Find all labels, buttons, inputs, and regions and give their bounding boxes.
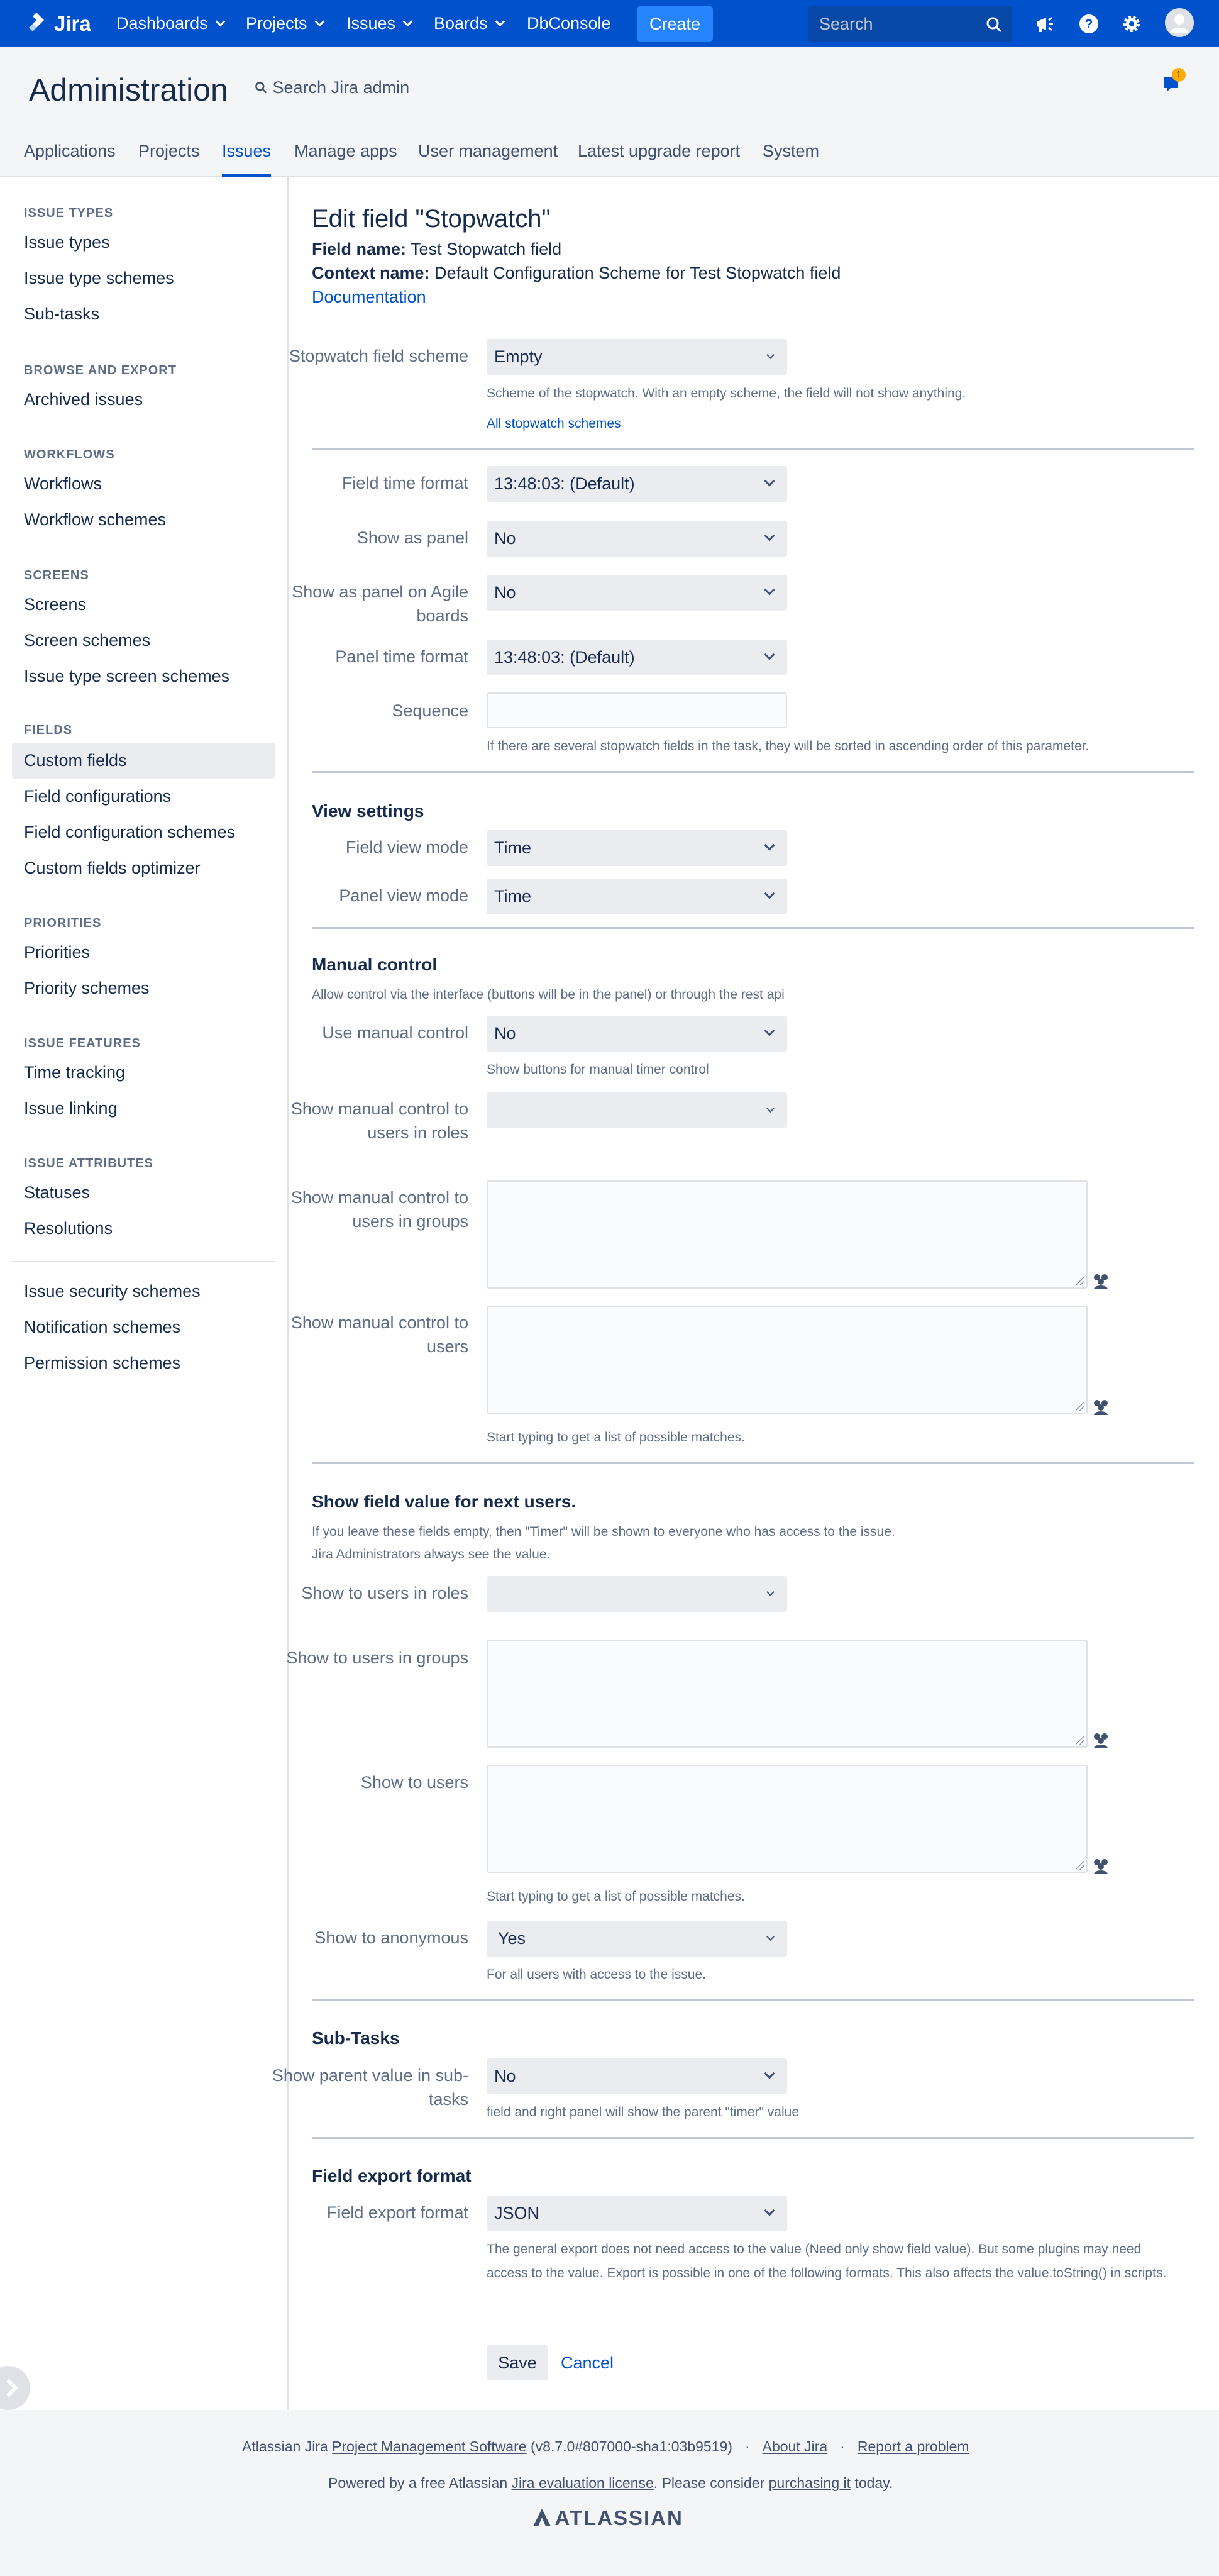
- sidebar-item-archived-issues[interactable]: Archived issues: [24, 390, 143, 409]
- admin-search-link[interactable]: Search Jira admin: [254, 78, 409, 97]
- sidebar-item-issue-linking[interactable]: Issue linking: [24, 1099, 118, 1118]
- stopwatch-scheme-hint: Scheme of the stopwatch. With an empty scheme, the field will not show anything.: [487, 386, 966, 401]
- section-divider: [312, 1462, 1194, 1464]
- nav-issues[interactable]: Issues: [346, 0, 411, 47]
- show-as-panel-select[interactable]: No: [487, 521, 787, 557]
- sidebar-item-workflow-schemes[interactable]: Workflow schemes: [24, 510, 167, 529]
- groups-textarea[interactable]: [487, 1640, 1088, 1748]
- sequence-hint: If there are several stopwatch fields in the task, they will be sorted in ascending order of this parameter.: [487, 739, 1089, 753]
- sidebar-item-statuses[interactable]: Statuses: [24, 1183, 91, 1202]
- chevron-down-icon: [764, 476, 775, 487]
- megaphone-icon[interactable]: [1032, 11, 1057, 36]
- section-divider: [312, 927, 1194, 929]
- parent-value-select[interactable]: No: [487, 2058, 787, 2094]
- purchasing-link[interactable]: purchasing it: [768, 2475, 851, 2491]
- roles-label: Show to users in roles: [301, 1584, 468, 1602]
- users-hint: Start typing to get a list of possible matches.: [487, 1889, 745, 1904]
- feedback-icon[interactable]: [1162, 69, 1184, 94]
- notification-badge: 1: [1172, 68, 1186, 82]
- footer-version-line: Atlassian Jira Project Management Software (v8.7.0#807000-sha1:03b9519) · About Jira · Report a problem: [242, 2438, 969, 2455]
- parent-value-hint: field and right panel will show the parent "timer" value: [487, 2105, 800, 2119]
- app-switcher-icon[interactable]: [24, 11, 49, 36]
- sidebar-item-custom-fields[interactable]: Custom fields: [24, 751, 127, 770]
- show-as-panel-label: Show as panel: [356, 528, 468, 547]
- sequence-input[interactable]: [487, 692, 787, 728]
- project-management-software-link[interactable]: Project Management Software: [332, 2438, 527, 2455]
- field-view-mode-label: Field view mode: [345, 838, 468, 857]
- sidebar-heading-priorities: PRIORITIES: [24, 916, 102, 930]
- group-picker-icon[interactable]: [1091, 1731, 1110, 1750]
- tab-latest-upgrade-report[interactable]: Latest upgrade report: [578, 142, 741, 160]
- sidebar-item-field-configurations[interactable]: Field configurations: [24, 787, 172, 806]
- section-divider: [312, 1999, 1194, 2001]
- manual-control-description: Allow control via the interface (buttons will be in the panel) or through the rest api: [312, 987, 785, 1002]
- sidebar-item-notification-schemes[interactable]: Notification schemes: [24, 1318, 181, 1336]
- sidebar-item-issue-type-schemes[interactable]: Issue type schemes: [24, 269, 174, 287]
- gear-icon[interactable]: [1119, 11, 1144, 36]
- sidebar-item-permission-schemes[interactable]: Permission schemes: [24, 1353, 181, 1372]
- atlassian-logo: ATLASSIAN: [532, 2506, 683, 2531]
- chevron-down-icon: [766, 1104, 775, 1113]
- edit-field-title: Edit field "Stopwatch": [312, 205, 551, 233]
- sidebar-item-field-configuration-schemes[interactable]: Field configuration schemes: [24, 823, 236, 841]
- nav-dbconsole[interactable]: DbConsole: [527, 14, 611, 33]
- user-picker-icon[interactable]: [1091, 1857, 1110, 1875]
- manual-users-hint: Start typing to get a list of possible matches.: [487, 1430, 745, 1445]
- export-format-label: Field export format: [326, 2203, 468, 2222]
- chevron-down-icon: [764, 840, 775, 851]
- panel-view-mode-select[interactable]: Time: [487, 879, 787, 914]
- footer-license-line: Powered by a free Atlassian Jira evaluation license. Please consider purchasing it today.: [328, 2475, 893, 2491]
- tab-projects[interactable]: Projects: [138, 142, 200, 160]
- chevron-down-icon: [766, 1588, 775, 1596]
- tab-issues[interactable]: Issues: [222, 142, 271, 177]
- export-format-hint: The general export does not need access to the value (Need only show field value). But some plugins may need: [487, 2242, 1142, 2257]
- sidebar-heading-workflows: WORKFLOWS: [24, 448, 115, 462]
- manual-groups-textarea[interactable]: [487, 1180, 1088, 1289]
- sequence-label: Sequence: [392, 701, 468, 720]
- tab-applications[interactable]: Applications: [24, 142, 116, 160]
- export-format-heading: Field export format: [312, 2166, 472, 2185]
- sidebar-heading-issue-types: ISSUE TYPES: [24, 206, 114, 220]
- manual-users-label: Show manual control to users: [290, 1313, 468, 1356]
- chevron-down-icon: [766, 1933, 775, 1941]
- tab-user-management[interactable]: User management: [418, 142, 558, 160]
- sidebar-item-custom-fields-optimizer[interactable]: Custom fields optimizer: [24, 858, 201, 877]
- report-problem-link[interactable]: Report a problem: [857, 2438, 969, 2455]
- search-icon: [254, 80, 268, 94]
- sidebar-item-screen-schemes[interactable]: Screen schemes: [24, 631, 151, 650]
- chevron-down-icon: [764, 889, 775, 899]
- anonymous-hint: For all users with access to the issue.: [487, 1967, 706, 1982]
- anonymous-label: Show to anonymous: [314, 1928, 468, 1947]
- jira-logo[interactable]: Jira: [54, 12, 91, 35]
- sidebar-heading-issue-features: ISSUE FEATURES: [24, 1036, 141, 1050]
- field-name-line: Field name: Test Stopwatch field: [312, 240, 562, 258]
- chevron-down-icon: [766, 351, 775, 359]
- nav-boards[interactable]: Boards: [434, 0, 504, 47]
- sidebar-item-workflows[interactable]: Workflows: [24, 474, 102, 493]
- chevron-down-icon: [314, 17, 324, 27]
- sidebar-item-time-tracking[interactable]: Time tracking: [24, 1063, 126, 1082]
- panel-time-format-label: Panel time format: [335, 647, 468, 666]
- sidebar-item-priorities[interactable]: Priorities: [24, 943, 91, 962]
- nav-projects[interactable]: Projects: [246, 0, 323, 47]
- help-icon[interactable]: [1076, 11, 1101, 36]
- chevron-down-icon: [764, 585, 775, 596]
- sidebar-heading-browse: BROWSE AND EXPORT: [24, 364, 177, 377]
- sidebar-item-issue-type-screen-schemes[interactable]: Issue type screen schemes: [24, 667, 230, 686]
- sub-tasks-heading: Sub-Tasks: [312, 2028, 400, 2048]
- field-time-format-label: Field time format: [341, 474, 468, 492]
- sidebar-item-priority-schemes[interactable]: Priority schemes: [24, 979, 150, 997]
- evaluation-license-link[interactable]: Jira evaluation license: [511, 2475, 654, 2491]
- roles-select[interactable]: [487, 1576, 787, 1612]
- export-format-select[interactable]: JSON: [487, 2196, 787, 2231]
- documentation-link[interactable]: Documentation: [312, 287, 426, 306]
- users-textarea[interactable]: [487, 1765, 1088, 1873]
- avatar[interactable]: [1164, 8, 1194, 38]
- show-field-value-note: Jira Administrators always see the value.: [312, 1547, 551, 1562]
- cancel-link[interactable]: Cancel: [561, 2353, 614, 2372]
- panel-time-format-select[interactable]: 13:48:03: (Default): [487, 640, 787, 675]
- manual-control-heading: Manual control: [312, 955, 438, 974]
- panel-view-mode-label: Panel view mode: [339, 886, 468, 905]
- sidebar-item-issue-types[interactable]: Issue types: [24, 233, 110, 252]
- chevron-down-icon: [764, 531, 775, 541]
- show-as-panel-agile-label: Show as panel on Agile boards: [292, 582, 468, 625]
- users-label: Show to users: [360, 1773, 468, 1792]
- sidebar-item-sub-tasks[interactable]: Sub-tasks: [24, 304, 100, 323]
- create-button[interactable]: Create: [637, 6, 713, 42]
- section-divider: [312, 2137, 1194, 2139]
- context-name-line: Context name: Default Configuration Scheme for Test Stopwatch field: [312, 264, 841, 282]
- field-time-format-select[interactable]: 13:48:03: (Default): [487, 466, 787, 502]
- sidebar-heading-fields: FIELDS: [24, 723, 73, 737]
- sidebar-divider: [12, 1261, 275, 1262]
- manual-roles-select[interactable]: [487, 1092, 787, 1128]
- sidebar-heading-screens: SCREENS: [24, 569, 89, 582]
- show-as-panel-agile-select[interactable]: No: [487, 575, 787, 611]
- use-manual-control-hint: Show buttons for manual timer control: [487, 1062, 709, 1077]
- about-jira-link[interactable]: About Jira: [762, 2438, 828, 2455]
- tab-manage-apps[interactable]: Manage apps: [294, 142, 397, 160]
- parent-value-label: Show parent value in sub-tasks: [272, 2066, 468, 2109]
- tab-system[interactable]: System: [763, 142, 820, 160]
- chevron-down-icon: [495, 17, 505, 27]
- export-format-hint-continued: access to the value. Export is possible in one of the following formats. This also affects the value.toString() in scripts.: [487, 2266, 1167, 2280]
- search-input[interactable]: Search: [808, 6, 1012, 42]
- search-icon: [986, 16, 1002, 33]
- anonymous-select[interactable]: Yes: [487, 1921, 787, 1957]
- atlassian-logo-icon: [532, 2507, 552, 2528]
- svg-text:?: ?: [1084, 17, 1093, 31]
- show-field-value-heading: Show field value for next users.: [312, 1492, 576, 1511]
- chevron-down-icon: [764, 2068, 775, 2079]
- chevron-down-icon: [403, 17, 413, 27]
- chevron-down-icon: [215, 17, 225, 27]
- manual-roles-label: Show manual control to users in roles: [290, 1099, 468, 1142]
- footer: [0, 2410, 1219, 2576]
- nav-dashboards[interactable]: Dashboards: [116, 0, 224, 47]
- page-title: Administration: [29, 72, 228, 108]
- section-divider: [312, 448, 1194, 450]
- chevron-down-icon: [764, 650, 775, 660]
- show-field-value-description: If you leave these fields empty, then "Timer" will be shown to everyone who has access to the issue.: [312, 1524, 895, 1539]
- all-stopwatch-schemes-link[interactable]: All stopwatch schemes: [487, 416, 621, 431]
- use-manual-control-select[interactable]: No: [487, 1016, 787, 1052]
- field-view-mode-select[interactable]: Time: [487, 830, 787, 866]
- user-picker-icon[interactable]: [1091, 1397, 1110, 1416]
- group-picker-icon[interactable]: [1091, 1272, 1110, 1291]
- view-settings-heading: View settings: [312, 801, 424, 821]
- use-manual-control-label: Use manual control: [322, 1023, 468, 1042]
- stopwatch-scheme-select[interactable]: Empty: [487, 339, 787, 375]
- sidebar-item-resolutions[interactable]: Resolutions: [24, 1219, 113, 1238]
- sidebar-item-issue-security-schemes[interactable]: Issue security schemes: [24, 1282, 201, 1301]
- sidebar-item-screens[interactable]: Screens: [24, 595, 87, 614]
- chevron-down-icon: [764, 2206, 775, 2216]
- stopwatch-scheme-label: Stopwatch field scheme: [289, 347, 468, 365]
- section-divider: [312, 771, 1194, 773]
- chevron-down-icon: [764, 1026, 775, 1036]
- manual-groups-label: Show manual control to users in groups: [290, 1188, 468, 1231]
- groups-label: Show to users in groups: [286, 1648, 468, 1667]
- sidebar-heading-issue-attributes: ISSUE ATTRIBUTES: [24, 1157, 154, 1170]
- manual-users-textarea[interactable]: [487, 1306, 1088, 1414]
- save-button[interactable]: Save: [487, 2345, 548, 2380]
